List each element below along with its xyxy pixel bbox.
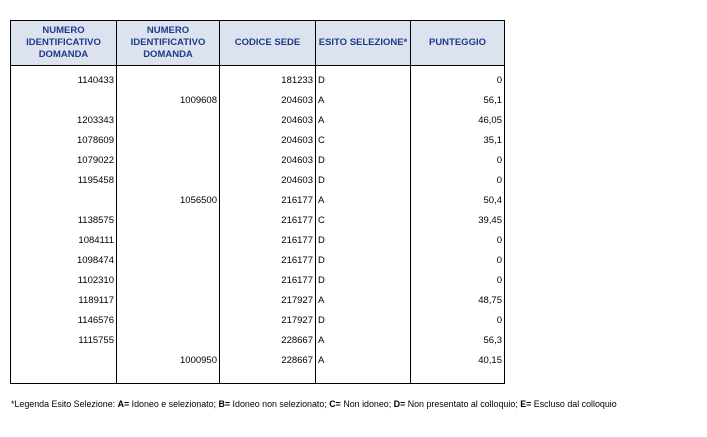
cell-codice-sede: 217927 — [220, 286, 316, 306]
legend-text-c: Non idoneo; — [340, 399, 394, 409]
table-row — [11, 146, 505, 166]
header-row — [11, 21, 505, 66]
cell-codice-sede: 228667 — [220, 326, 316, 346]
cell-punteggio: 0 — [411, 306, 505, 326]
cell-id1: 1189117 — [11, 286, 117, 306]
header-punteggio: PUNTEGGIO — [411, 21, 505, 66]
cell-id1: 1102310 — [11, 266, 117, 286]
cell-esito: A — [316, 326, 411, 346]
cell-id2 — [117, 66, 220, 87]
header-esito-selezione: ESITO SELEZIONE* — [316, 21, 411, 66]
cell-id2: 1056500 — [117, 186, 220, 206]
cell-esito: C — [316, 126, 411, 146]
legend-text-d: Non presentato al colloquio; — [405, 399, 521, 409]
cell-empty — [411, 366, 505, 384]
table-row — [11, 186, 505, 206]
table-row — [11, 306, 505, 326]
table-row — [11, 286, 505, 306]
table-row — [11, 326, 505, 346]
cell-codice-sede: 204603 — [220, 86, 316, 106]
legend-prefix: *Legenda Esito Selezione: — [11, 399, 118, 409]
cell-id1: 1079022 — [11, 146, 117, 166]
cell-codice-sede: 204603 — [220, 106, 316, 126]
header-numero-identificativo-1: NUMERO IDENTIFICATIVO DOMANDA — [11, 21, 117, 66]
cell-punteggio: 0 — [411, 146, 505, 166]
cell-empty — [117, 366, 220, 384]
cell-id1: 1146576 — [11, 306, 117, 326]
cell-codice-sede: 216177 — [220, 186, 316, 206]
legend-key-b: B= — [218, 399, 231, 409]
cell-id1: 1138575 — [11, 206, 117, 226]
cell-esito: A — [316, 186, 411, 206]
cell-codice-sede: 216177 — [220, 226, 316, 246]
cell-punteggio: 0 — [411, 166, 505, 186]
cell-id2 — [117, 126, 220, 146]
cell-esito: A — [316, 86, 411, 106]
cell-esito: A — [316, 346, 411, 366]
cell-id2 — [117, 286, 220, 306]
cell-id1: 1098474 — [11, 246, 117, 266]
cell-esito: A — [316, 286, 411, 306]
cell-id2 — [117, 246, 220, 266]
table-row — [11, 106, 505, 126]
table-row — [11, 86, 505, 106]
cell-id1 — [11, 186, 117, 206]
cell-codice-sede: 216177 — [220, 206, 316, 226]
legend-key-d: D= — [393, 399, 406, 409]
cell-esito: C — [316, 206, 411, 226]
legend-text-a: Idoneo e selezionato; — [129, 399, 219, 409]
cell-id2 — [117, 326, 220, 346]
table-row — [11, 66, 505, 87]
cell-id2: 1000950 — [117, 346, 220, 366]
cell-codice-sede: 228667 — [220, 346, 316, 366]
cell-id2 — [117, 166, 220, 186]
cell-id2 — [117, 206, 220, 226]
cell-esito: D — [316, 146, 411, 166]
cell-id1: 1140433 — [11, 66, 117, 87]
legend-key-e: E= — [520, 399, 532, 409]
cell-punteggio: 39,45 — [411, 206, 505, 226]
legend-text-b: Idoneo non selezionato; — [230, 399, 330, 409]
table-row — [11, 246, 505, 266]
cell-id2 — [117, 226, 220, 246]
table-row — [11, 346, 505, 366]
cell-id1: 1084111 — [11, 226, 117, 246]
cell-empty — [11, 366, 117, 384]
cell-punteggio: 0 — [411, 246, 505, 266]
results-table — [10, 20, 505, 384]
table-row — [11, 266, 505, 286]
cell-codice-sede: 204603 — [220, 126, 316, 146]
table-body — [11, 66, 505, 384]
cell-id1: 1195458 — [11, 166, 117, 186]
legend-text-e: Escluso dal colloquio — [531, 399, 617, 409]
cell-id1: 1115755 — [11, 326, 117, 346]
cell-punteggio: 35,1 — [411, 126, 505, 146]
cell-id1: 1203343 — [11, 106, 117, 126]
cell-esito: D — [316, 226, 411, 246]
cell-codice-sede: 216177 — [220, 246, 316, 266]
cell-punteggio: 56,3 — [411, 326, 505, 346]
legend-key-c: C= — [329, 399, 341, 409]
cell-punteggio: 40,15 — [411, 346, 505, 366]
cell-id2 — [117, 306, 220, 326]
table-row — [11, 166, 505, 186]
cell-codice-sede: 204603 — [220, 146, 316, 166]
cell-esito: D — [316, 266, 411, 286]
cell-id2 — [117, 106, 220, 126]
header-codice-sede: CODICE SEDE — [220, 21, 316, 66]
cell-codice-sede: 204603 — [220, 166, 316, 186]
cell-punteggio: 0 — [411, 226, 505, 246]
cell-codice-sede: 217927 — [220, 306, 316, 326]
cell-punteggio: 48,75 — [411, 286, 505, 306]
cell-esito: A — [316, 106, 411, 126]
cell-empty — [220, 366, 316, 384]
cell-codice-sede: 181233 — [220, 66, 316, 87]
cell-id1 — [11, 346, 117, 366]
table-row — [11, 226, 505, 246]
cell-esito: D — [316, 166, 411, 186]
cell-esito: D — [316, 66, 411, 87]
cell-esito: D — [316, 246, 411, 266]
cell-empty — [316, 366, 411, 384]
cell-id2 — [117, 266, 220, 286]
header-numero-identificativo-2: NUMERO IDENTIFICATIVO DOMANDA — [117, 21, 220, 66]
cell-codice-sede: 216177 — [220, 266, 316, 286]
legend — [11, 399, 617, 409]
table-empty-row — [11, 366, 505, 384]
cell-id2: 1009608 — [117, 86, 220, 106]
cell-id1 — [11, 86, 117, 106]
legend-key-a: A= — [117, 399, 130, 409]
cell-punteggio: 0 — [411, 266, 505, 286]
cell-punteggio: 50,4 — [411, 186, 505, 206]
cell-punteggio: 0 — [411, 66, 505, 87]
cell-punteggio: 46,05 — [411, 106, 505, 126]
table-row — [11, 126, 505, 146]
table-row — [11, 206, 505, 226]
cell-id2 — [117, 146, 220, 166]
cell-esito: D — [316, 306, 411, 326]
cell-id1: 1078609 — [11, 126, 117, 146]
cell-punteggio: 56,1 — [411, 86, 505, 106]
